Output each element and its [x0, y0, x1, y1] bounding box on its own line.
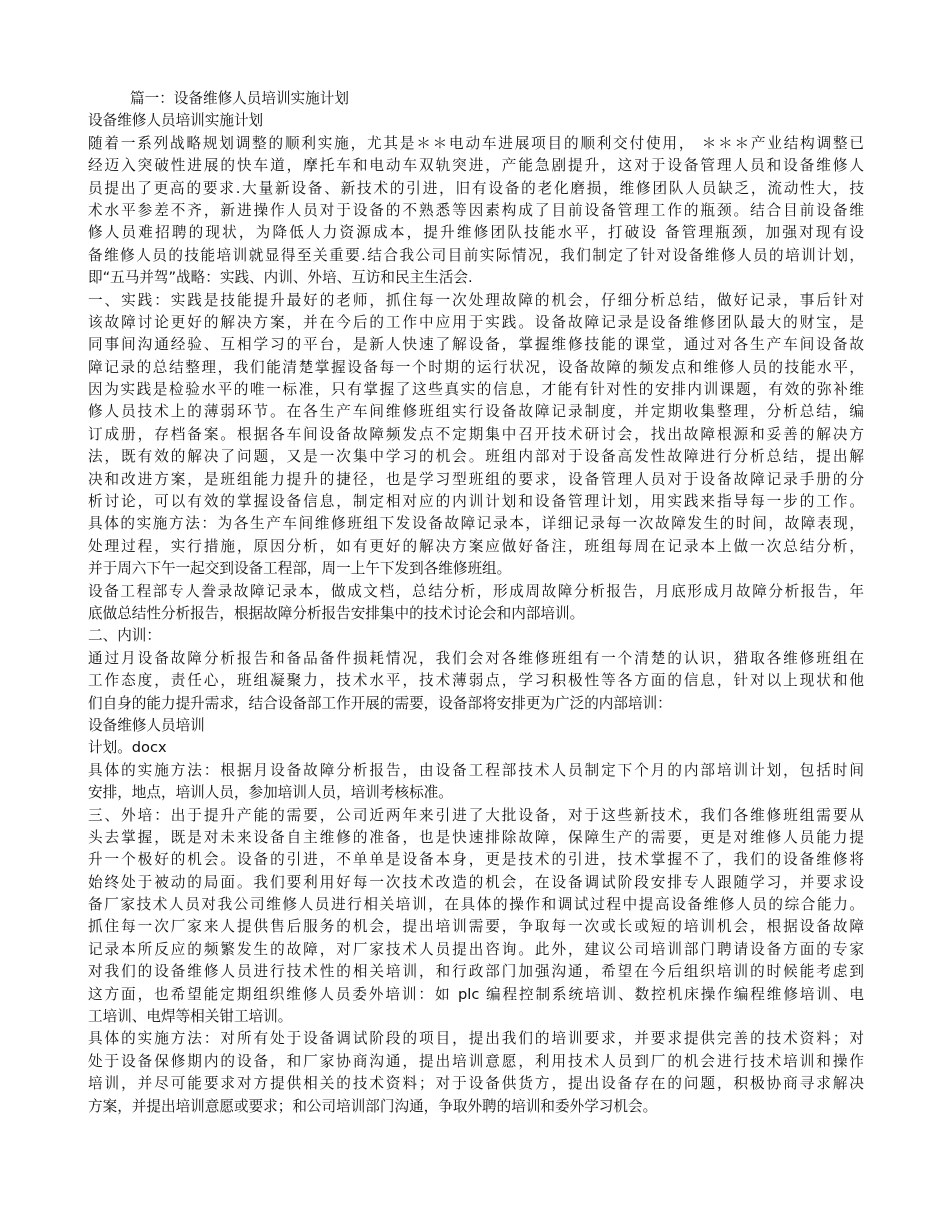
- paragraph-line: 设备维修人员培训: [88, 716, 205, 734]
- paragraph-line: 培训，并尽可能要求对方提供相关的技术资料；对于设备供货方，提出设备存在的问题，积极协商寻求解决: [88, 1075, 864, 1093]
- paragraph-line: 记录本所反应的频繁发生的故障，对厂家技术人员提出咨询。此外，建议公司培训部门聘请设备方面的专家: [88, 940, 864, 958]
- paragraph-line: 析讨论，可以有效的掌握设备信息，制定相对应的内训计划和设备管理计划，用实践来指导每一步的工作。: [88, 493, 864, 511]
- paragraph-line: 具体的实施方法：为各生产车间维修班组下发设备故障记录本，详细记录每一次故障发生的时间，故障表现，: [88, 515, 864, 533]
- paragraph-line: 计划。docx: [88, 739, 167, 757]
- paragraph-line: 安排，地点，培训人员，参加培训人员，培训考核标准。: [88, 784, 453, 802]
- paragraph-line: 随着一系列战略规划调整的顺利实施，尤其是＊＊电动车进展项目的顺利交付使用， ＊＊＊产业结构调整已: [88, 134, 864, 152]
- paragraph-line: 处理过程，实行措施，原因分析，如有更好的解决方案应做好备注，班组每周在记录本上做一次总结分析，: [88, 537, 864, 555]
- paragraph-line: 订成册，存档备案。根据各车间设备故障频发点不定期集中召开技术研讨会，找出故障根源和妥善的解决方: [88, 425, 864, 443]
- paragraph-line: 同事间沟通经验、互相学习的平台，是新人快速了解设备，掌握维修技能的课堂，通过对各生产车间设备故: [88, 336, 864, 354]
- paragraph-line: 该故障讨论更好的解决方案，并在今后的工作中应用于实践。设备故障记录是设备维修团队最大的财宝，是: [88, 313, 864, 331]
- paragraph-line: 一、实践：实践是技能提升最好的老师，抓住每一次处理故障的机会，仔细分析总结，做好记录，事后针对: [88, 291, 864, 309]
- paragraph-line: 因为实践是检验水平的唯一标准，只有掌握了这些真实的信息，才能有针对性的安排内训课题，有效的弥补维: [88, 381, 864, 399]
- paragraph-line: 修人员难招聘的现状，为降低人力资源成本，提升维修团队技能水平，打破设 备管理瓶颈，加强对现有设: [88, 224, 864, 242]
- paragraph-line: 工作态度，责任心，班组凝聚力，技术水平，技术薄弱点，学习积极性等各方面的信息，针对以上现状和他: [88, 672, 864, 690]
- paragraph-line: 并于周六下午一起交到设备工程部，周一上午下发到各维修班组。: [88, 560, 512, 578]
- document-heading: 篇一：设备维修人员培训实施计划: [130, 90, 349, 107]
- paragraph-line: 通过月设备故障分析报告和备品备件损耗情况，我们会对各维修班组有一个清楚的认识，猎取各维修班组在: [88, 649, 864, 667]
- paragraph-line: 员提出了更高的要求.大量新设备、新技术的引进，旧有设备的老化磨损，维修团队人员缺乏，流动性大，技: [88, 179, 864, 197]
- paragraph-line: 处于设备保修期内的设备，和厂家协商沟通，提出培训意愿，利用技术人员到厂的机会进行技术培训和操作: [88, 1052, 864, 1070]
- paragraph-line: 升一个极好的机会。设备的引进，不单单是设备本身，更是技术的引进，技术掌握不了，我们的设备维修将: [88, 851, 864, 869]
- paragraph-line: 即“五马并驾”战略：实践、内训、外培、互访和民主生活会.: [88, 269, 473, 287]
- paragraph-line: 底做总结性分析报告，根据故障分析报告安排集中的技术讨论会和内部培训。: [88, 604, 585, 622]
- paragraph-line: 抓住每一次厂家来人提供售后服务的机会，提出培训需要，争取每一次或长或短的培训机会，根据设备故障: [88, 918, 864, 936]
- paragraph-line: 修人员技术上的薄弱环节。在各生产车间维修班组实行设备故障记录制度，并定期收集整理，分析总结，编: [88, 403, 864, 421]
- paragraph-line: 头去掌握，既是对未来设备自主维修的准备，也是快速排除故障，保障生产的需要，更是对维修人员能力提: [88, 828, 864, 846]
- document-title: 设备维修人员培训实施计划: [88, 112, 264, 130]
- paragraph-line: 二、内训：: [88, 627, 161, 645]
- paragraph-line: 决和改进方案，是班组能力提升的捷径，也是学习型班组的要求，设备管理人员对于设备故障记录手册的分: [88, 470, 864, 488]
- paragraph-line: 方案，并提出培训意愿或要求；和公司培训部门沟通，争取外聘的培训和委外学习机会。: [88, 1097, 658, 1115]
- paragraph-line: 们自身的能力提升需求，结合设备部工作开展的需要，设备部将安排更为广泛的内部培训：: [88, 694, 672, 712]
- paragraph-line: 对我们的设备维修人员进行技术性的相关培训，和行政部门加强沟通，希望在今后组织培训的时候能考虑到: [88, 963, 864, 981]
- paragraph-line: 经迈入突破性进展的快车道，摩托车和电动车双轨突进，产能急剧提升，这对于设备管理人员和设备维修人: [88, 157, 864, 175]
- paragraph-line: 备维修人员的技能培训就显得至关重要.结合我公司目前实际情况，我们制定了针对设备维修人员的培训计划，: [88, 246, 864, 264]
- paragraph-line: 障记录的总结整理，我们能清楚掌握设备每一个时期的运行状况，设备故障的频发点和维修人员的技能水平，: [88, 358, 864, 376]
- paragraph-line: 备厂家技术人员对我公司维修人员进行相关培训，在具体的操作和调试过程中提高设备维修人员的综合能力。: [88, 896, 864, 914]
- paragraph-line: 三、外培：出于提升产能的需要，公司近两年来引进了大批设备，对于这些新技术，我们各维修班组需要从: [88, 806, 864, 824]
- paragraph-line: 这方面，也希望能定期组织维修人员委外培训：如 plc 编程控制系统培训、数控机床操作编程维修培训、电: [88, 985, 864, 1003]
- paragraph-line: 设备工程部专人誊录故障记录本，做成文档，总结分析，形成周故障分析报告，月底形成月故障分析报告，年: [88, 582, 864, 600]
- document-body: [88, 133, 864, 1118]
- paragraph-line: 具体的实施方法：对所有处于设备调试阶段的项目，提出我们的培训要求，并要求提供完善的技术资料；对: [88, 1030, 864, 1048]
- paragraph-line: 术水平参差不齐，新进操作人员对于设备的不熟悉等因素构成了目前设备管理工作的瓶颈。结合目前设备维: [88, 201, 864, 219]
- paragraph-line: 法，既有效的解决了问题，又是一次集中学习的机会。班组内部对于设备高发性故障进行分析总结，提出解: [88, 448, 864, 466]
- paragraph-line: 具体的实施方法：根据月设备故障分析报告，由设备工程部技术人员制定下个月的内部培训计划，包括时间: [88, 761, 864, 779]
- paragraph-line: 始终处于被动的局面。我们要利用好每一次技术改造的机会，在设备调试阶段安排专人跟随学习，并要求设: [88, 873, 864, 891]
- paragraph-line: 工培训、电焊等相关钳工培训。: [88, 1008, 293, 1026]
- document-page: [88, 88, 864, 1118]
